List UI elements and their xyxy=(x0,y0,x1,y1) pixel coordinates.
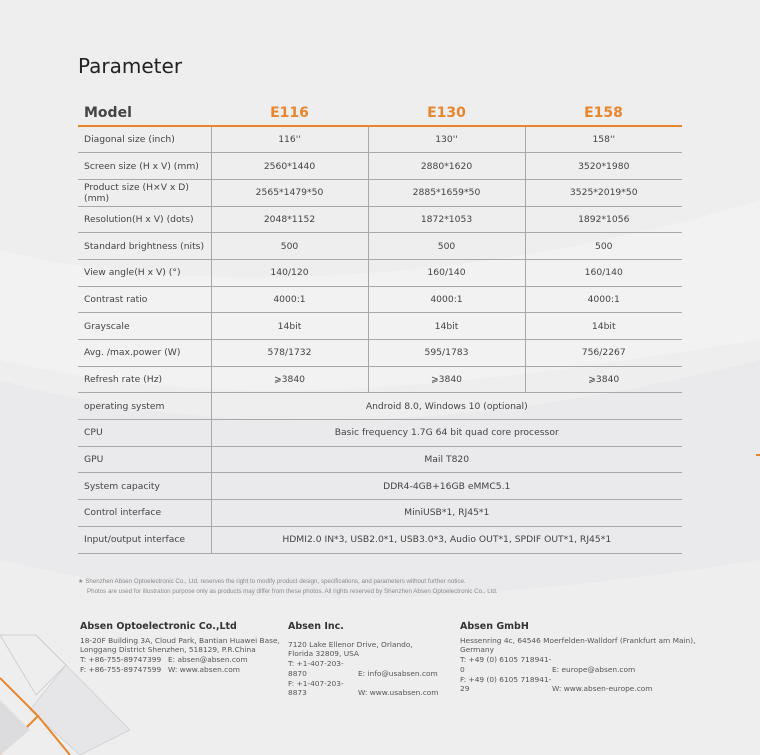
table-row xyxy=(78,126,682,153)
cell-value: 4000:1 xyxy=(525,286,682,313)
cell-value: 2880*1620 xyxy=(368,153,525,180)
cell-value: 500 xyxy=(211,233,368,260)
row-label: GPU xyxy=(78,446,211,473)
row-label: operating system xyxy=(78,393,211,420)
header-e158: E158 xyxy=(525,100,682,126)
website: W: www.absen.com xyxy=(168,664,240,674)
note-line: ★ Shenzhen Absen Optoelectronic Co., Ltd. reserves the right to modify product design, specifications, and parameters without further notice. xyxy=(78,578,466,585)
cell-value: 756/2267 xyxy=(525,340,682,367)
fax: F: +86-755-89747599 xyxy=(80,664,162,674)
table-row xyxy=(78,259,682,286)
note-line: Photos are used for illustration purpose only as products may differ from these photos. All rights reserved by Shenzhen Absen Optoelectronic Co., Ltd. xyxy=(87,588,498,595)
cell-value: 4000:1 xyxy=(368,286,525,313)
cell-value: 2560*1440 xyxy=(211,153,368,180)
row-label: Screen size (H x V) (mm) xyxy=(78,153,211,180)
cell-value: ⩾3840 xyxy=(211,366,368,393)
header-e130: E130 xyxy=(368,100,525,126)
row-label: Avg. /max.power (W) xyxy=(78,340,211,367)
email: E: europe@absen.com xyxy=(552,664,636,674)
row-label: Contrast ratio xyxy=(78,286,211,313)
row-label: Grayscale xyxy=(78,313,211,340)
table-row xyxy=(78,179,682,206)
cell-value: 2885*1659*50 xyxy=(368,179,525,206)
cell-value: HDMI2.0 IN*3, USB2.0*1, USB3.0*3, Audio OUT*1, SPDIF OUT*1, RJ45*1 xyxy=(211,526,682,553)
cell-value: 160/140 xyxy=(525,259,682,286)
cell-value: 2048*1152 xyxy=(211,206,368,233)
cell-value: DDR4-4GB+16GB eMMC5.1 xyxy=(211,473,682,500)
address-line: 18-20F Building 3A, Cloud Park, Bantian Huawei Base, xyxy=(80,635,280,645)
table-row xyxy=(78,366,682,393)
row-label: Input/output interface xyxy=(78,526,211,553)
cell-value: 130'' xyxy=(368,126,525,153)
table-row xyxy=(78,313,682,340)
cell-value: 3520*1980 xyxy=(525,153,682,180)
table-row xyxy=(78,286,682,313)
address-line: Florida 32809, USA xyxy=(288,649,359,659)
company-name: Absen GmbH xyxy=(460,621,529,632)
row-label: View angle(H x V) (°) xyxy=(78,259,211,286)
cell-value: 2565*1479*50 xyxy=(211,179,368,206)
cell-value: 595/1783 xyxy=(368,340,525,367)
cell-value: MiniUSB*1, RJ45*1 xyxy=(211,500,682,527)
row-label: Refresh rate (Hz) xyxy=(78,366,211,393)
cell-value: 1872*1053 xyxy=(368,206,525,233)
table-row xyxy=(78,446,682,473)
table-row xyxy=(78,473,682,500)
website: W: www.usabsen.com xyxy=(358,688,439,698)
cell-value: 4000:1 xyxy=(211,286,368,313)
phone: T: +86-755-89747399 xyxy=(80,655,162,665)
website: W: www.absen-europe.com xyxy=(552,684,653,694)
header-e116: E116 xyxy=(211,100,368,126)
corner-decoration xyxy=(0,630,130,755)
fax: F: +49 (0) 6105 718941-29 xyxy=(460,674,552,694)
table-row xyxy=(78,340,682,367)
company-name: Absen Inc. xyxy=(288,621,344,632)
spec-table xyxy=(78,100,682,554)
cell-value: 14bit xyxy=(368,313,525,340)
cell-value: 116'' xyxy=(211,126,368,153)
row-label: Diagonal size (inch) xyxy=(78,126,211,153)
cell-value: ⩾3840 xyxy=(368,366,525,393)
edge-accent xyxy=(756,454,760,456)
row-label: Standard brightness (nits) xyxy=(78,233,211,260)
table-row xyxy=(78,526,682,553)
header-model: Model xyxy=(78,100,211,126)
cell-value: 160/140 xyxy=(368,259,525,286)
cell-value: 14bit xyxy=(525,313,682,340)
address-line: 7120 Lake Ellenor Drive, Orlando, xyxy=(288,639,413,649)
table-row xyxy=(78,153,682,180)
cell-value: 158'' xyxy=(525,126,682,153)
cell-value: 140/120 xyxy=(211,259,368,286)
cell-value: ⩾3840 xyxy=(525,366,682,393)
table-row xyxy=(78,420,682,447)
fax: F: +1-407-203-8873 xyxy=(288,678,344,698)
table-row xyxy=(78,206,682,233)
phone: T: +1-407-203-8870 xyxy=(288,659,344,678)
row-label: System capacity xyxy=(78,473,211,500)
table-row xyxy=(78,500,682,527)
row-label: Product size (H×V x D) (mm) xyxy=(78,179,211,206)
row-label: Resolution(H x V) (dots) xyxy=(78,206,211,233)
cell-value: Android 8.0, Windows 10 (optional) xyxy=(211,393,682,420)
address-block-germany xyxy=(460,622,695,694)
cell-value: Basic frequency 1.7G 64 bit quad core processor xyxy=(211,420,682,447)
address-line: Hessenring 4c, 64546 Moerfelden-Walldorf (Frankfurt am Main), xyxy=(460,635,696,645)
cell-value: 500 xyxy=(525,233,682,260)
row-label: CPU xyxy=(78,420,211,447)
cell-value: 3525*2019*50 xyxy=(525,179,682,206)
address-line: Germany xyxy=(460,645,494,655)
table-header-row xyxy=(78,100,682,126)
cell-value: 1892*1056 xyxy=(525,206,682,233)
email: E: absen@absen.com xyxy=(168,655,248,665)
phone: T: +49 (0) 6105 718941-0 xyxy=(460,655,552,674)
cell-value: 500 xyxy=(368,233,525,260)
cell-value: Mail T820 xyxy=(211,446,682,473)
table-row xyxy=(78,233,682,260)
address-block-usa xyxy=(288,622,439,698)
cell-value: 578/1732 xyxy=(211,340,368,367)
disclaimer-note xyxy=(78,577,498,597)
address-line: Longgang District Shenzhen, 518129, P.R.China xyxy=(80,645,256,655)
company-name: Absen Optoelectronic Co.,Ltd xyxy=(80,621,237,632)
row-label: Control interface xyxy=(78,500,211,527)
table-row xyxy=(78,393,682,420)
email: E: info@usabsen.com xyxy=(358,668,438,678)
cell-value: 14bit xyxy=(211,313,368,340)
page-title: Parameter xyxy=(78,54,183,78)
